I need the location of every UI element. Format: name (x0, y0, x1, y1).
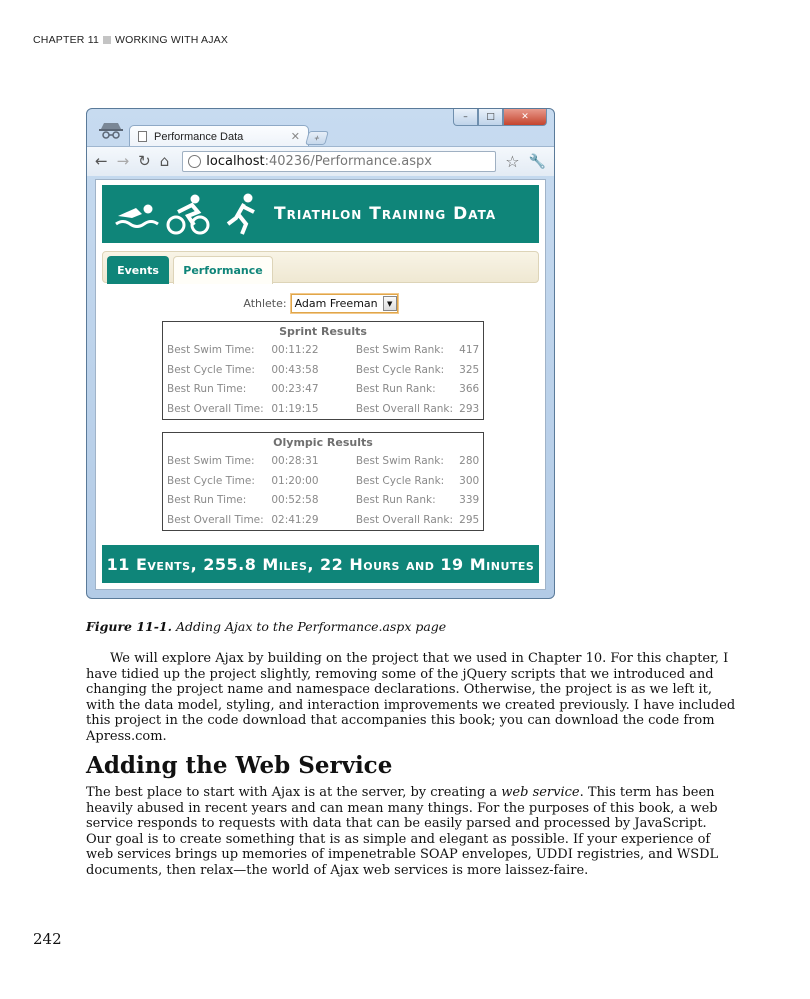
table-row (163, 380, 483, 400)
page-viewport (95, 179, 546, 590)
cell: Best Run Time: (167, 494, 247, 506)
cell: 366 (459, 383, 480, 395)
cell: Best Swim Time: (167, 344, 255, 356)
runner-icon (228, 194, 254, 235)
cell: Best Swim Time: (167, 455, 255, 467)
address-bar[interactable] (182, 151, 496, 172)
running-header (33, 34, 228, 46)
cell: 00:52:58 (271, 494, 319, 506)
cell: Best Cycle Time: (167, 474, 255, 487)
bookmark-star-icon[interactable]: ☆ (505, 152, 520, 171)
paragraph-text: The best place to start with Ajax is at the server, by creating a (86, 785, 502, 800)
cell: 02:41:29 (271, 513, 319, 526)
browser-toolbar (87, 146, 554, 176)
cyclist-icon (168, 195, 208, 234)
tab-title: Performance Data (154, 130, 244, 143)
emphasis-term: web service (501, 785, 580, 800)
url-host: localhost (206, 154, 265, 169)
close-icon[interactable]: ✕ (503, 109, 547, 126)
athlete-selector-row (96, 294, 545, 313)
table-row (163, 491, 483, 511)
athlete-select[interactable] (291, 294, 398, 313)
cell: Best Overall Rank: (355, 513, 454, 526)
window-controls (453, 109, 547, 126)
cell: 00:11:22 (271, 344, 319, 356)
body-paragraph (86, 785, 736, 878)
minimize-icon[interactable]: – (453, 109, 478, 126)
cell: 01:19:15 (271, 402, 319, 415)
home-icon[interactable]: ⌂ (159, 152, 170, 170)
cell: 293 (459, 402, 480, 415)
url-text (206, 154, 490, 169)
site-tabs (102, 251, 539, 283)
table-row (163, 400, 483, 420)
site-banner (102, 185, 539, 243)
cell: 295 (459, 513, 480, 526)
page-number: 242 (33, 930, 62, 948)
back-icon[interactable]: ← (95, 152, 108, 170)
sport-icons (114, 192, 264, 236)
tab-events[interactable]: Events (107, 256, 169, 284)
swimmer-icon (116, 205, 158, 227)
cell: 300 (459, 474, 480, 487)
table-row (163, 452, 483, 472)
cell: 280 (459, 455, 480, 467)
globe-icon (188, 155, 201, 168)
figure-label: Figure 11-1. (86, 619, 172, 634)
cell: 00:28:31 (271, 455, 319, 467)
cell: Best Swim Rank: (355, 455, 444, 467)
paragraph-text: . This term has been heavily abused in recent years and can mean many things. For the purposes of this book, a web service responds to requests with data that can be easily parsed and processed by JavaScript. Our goal is to create something that is as simple and elegant as possible. If your experience of web services brings up memories of impenetrable SOAP envelopes, UDDI registries, and WSDL documents, then relax—the world of Ajax web services is more laissez-faire. (86, 785, 719, 878)
page-icon (138, 131, 147, 142)
table-row (163, 361, 483, 381)
figure-caption (86, 619, 446, 634)
incognito-icon (97, 119, 125, 141)
cell: Best Swim Rank: (355, 344, 444, 356)
figure-caption-text: Adding Ajax to the Performance.aspx page (175, 619, 447, 634)
athlete-value: Adam Freeman (294, 297, 378, 310)
athlete-label: Athlete: (243, 297, 287, 310)
url-path: :40236/Performance.aspx (264, 154, 432, 169)
cell: 01:20:00 (271, 474, 319, 487)
forward-icon[interactable]: → (116, 152, 130, 170)
cell: Best Run Rank: (355, 494, 436, 506)
cell: 00:23:47 (271, 383, 319, 395)
body-paragraph: We will explore Ajax by building on the project that we used in Chapter 10. For this chapter, I have tidied up the project slightly, removing some of the jQuery scripts that we introduced and changing the project name and namespace declarations. Otherwise, the project is as we left it, with the data model, styling, and interaction improvements we created previously. I have included this project in the code download that accompanies this book; you can download the code from Apress.com. (86, 651, 736, 744)
cell: 00:43:58 (271, 363, 319, 376)
chapter-number: CHAPTER 11 (33, 34, 99, 46)
browser-tab[interactable] (129, 125, 309, 147)
site-title: Triathlon Training Data (274, 204, 497, 224)
tab-performance[interactable]: Performance (173, 256, 273, 284)
cell: Best Run Time: (167, 383, 247, 395)
wrench-icon[interactable]: 🔧 (528, 153, 546, 170)
dropdown-arrow-icon[interactable]: ▼ (383, 296, 397, 311)
table-row (163, 511, 483, 531)
cell: Best Overall Time: (167, 402, 264, 415)
cell: Best Cycle Rank: (355, 474, 445, 487)
cell: 325 (459, 363, 480, 376)
reload-icon[interactable]: ↻ (138, 152, 151, 170)
square-bullet-icon (103, 36, 111, 44)
cell: Best Cycle Rank: (355, 363, 445, 376)
cell: Best Overall Time: (167, 513, 264, 526)
sprint-results-caption: Sprint Results (279, 325, 367, 338)
olympic-results-caption: Olympic Results (273, 436, 373, 449)
table-row (163, 472, 483, 492)
site-footer: 11 Events, 255.8 Miles, 22 Hours and 19 Minutes (102, 545, 539, 583)
olympic-results-table (162, 432, 484, 531)
section-heading: Adding the Web Service (86, 752, 393, 779)
cell: Best Run Rank: (355, 383, 436, 395)
cell: 417 (459, 344, 480, 356)
new-tab-button[interactable]: + (305, 131, 329, 145)
table-row (163, 341, 483, 361)
sprint-results-table (162, 321, 484, 420)
cell: Best Overall Rank: (355, 402, 454, 415)
chapter-title: WORKING WITH AJAX (115, 34, 229, 46)
tab-close-icon[interactable]: ✕ (290, 131, 300, 143)
cell: Best Cycle Time: (167, 363, 255, 376)
browser-window (86, 108, 555, 599)
maximize-icon[interactable]: □ (478, 109, 503, 126)
cell: 339 (459, 494, 480, 506)
